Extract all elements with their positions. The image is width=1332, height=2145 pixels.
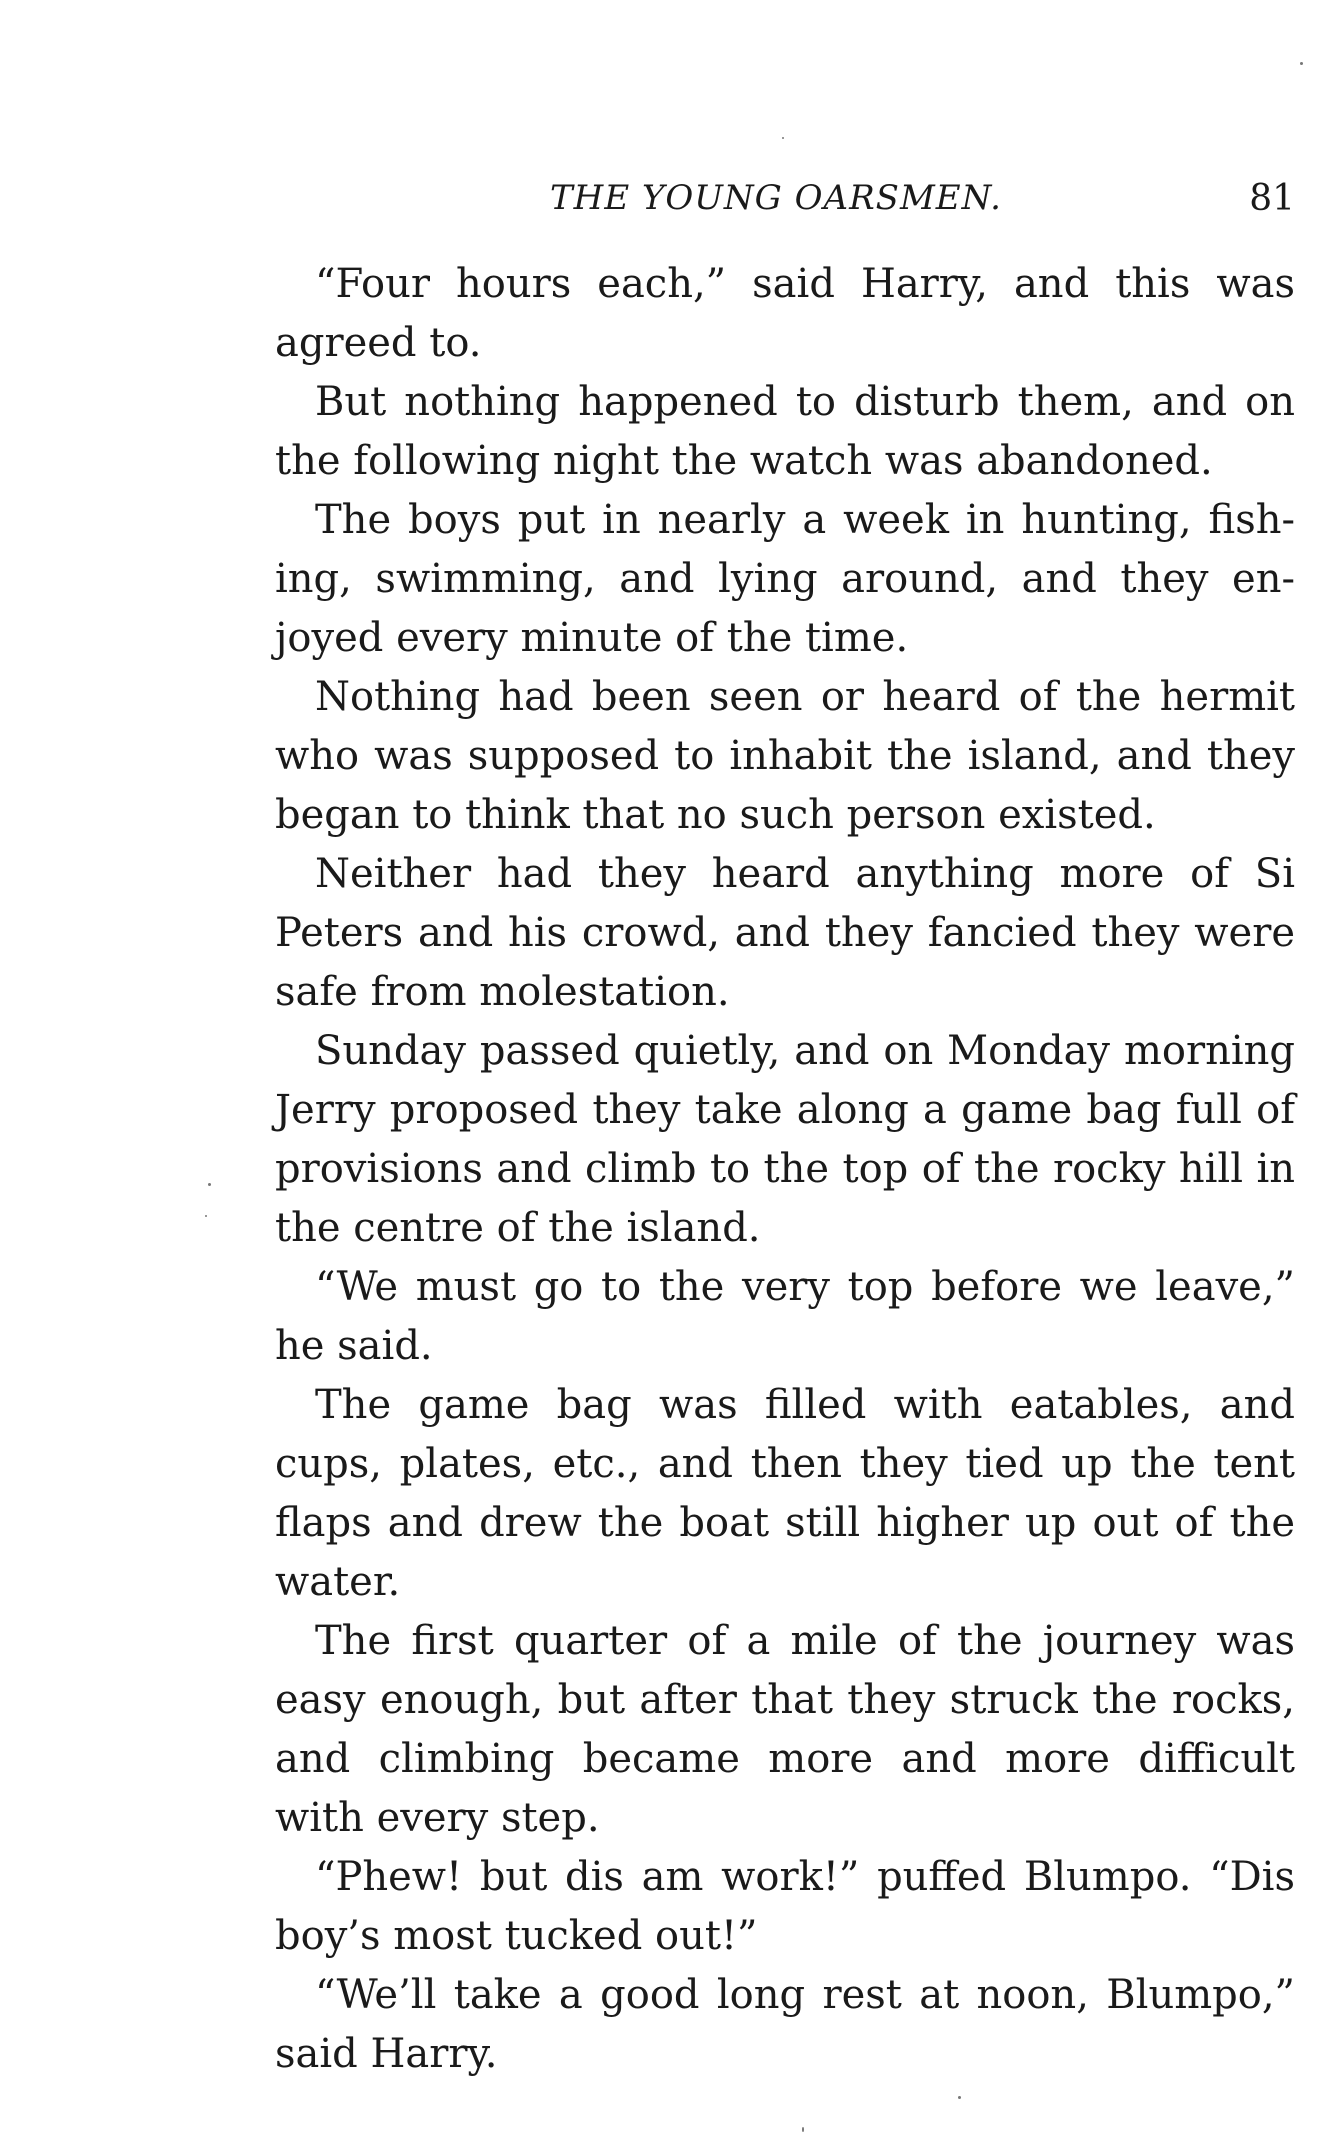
- paragraph-3: The boys put in nearly a week in hunting, fishing, swimming, and lying around, and they enjoyed every minute of the time.: [275, 497, 1295, 661]
- scan-speck: [802, 2127, 804, 2132]
- paragraph-5: Neither had they heard anything more of Si Peters and his crowd, and they fancied they were safe from molestation.: [275, 851, 1295, 1015]
- running-head: [275, 178, 1295, 228]
- paragraph-7: “We must go to the very top before we leave,” he said.: [275, 1264, 1295, 1369]
- scan-speck: [205, 1215, 207, 1217]
- paragraph-2: But nothing happened to disturb them, and on the following night the watch was abandoned.: [275, 379, 1295, 484]
- running-title: THE YOUNG OARSMEN.: [550, 178, 1002, 218]
- paragraph-4: Nothing had been seen or heard of the hermit who was supposed to inhabit the island, and they began to think that no such person existed.: [275, 674, 1295, 838]
- paragraph-9: The first quarter of a mile of the journey was easy enough, but after that they struck the rocks, and climbing became more and more difficult with every step.: [275, 1618, 1295, 1841]
- paragraph-6: Sunday passed quietly, and on Monday morning Jerry proposed they take along a game bag full of provisions and climb to the top of the rocky hill in the centre of the island.: [275, 1028, 1295, 1251]
- scan-speck: [1300, 62, 1303, 65]
- paragraph-1: “Four hours each,” said Harry, and this was agreed to.: [275, 261, 1295, 366]
- scan-speck: [782, 137, 784, 139]
- paragraph-10: “Phew! but dis am work!” puffed Blumpo. “Dis boy’s most tucked out!”: [275, 1854, 1295, 1959]
- body-text: [275, 255, 1295, 2084]
- scan-speck: [208, 1183, 211, 1186]
- paragraph-11: “We’ll take a good long rest at noon, Blumpo,” said Harry.: [275, 1972, 1295, 2077]
- page-number: 81: [1249, 178, 1295, 219]
- paragraph-8: The game bag was filled with eatables, and cups, plates, etc., and then they tied up the tent flaps and drew the boat still higher up out of the water.: [275, 1382, 1295, 1605]
- scan-speck: [958, 2096, 961, 2099]
